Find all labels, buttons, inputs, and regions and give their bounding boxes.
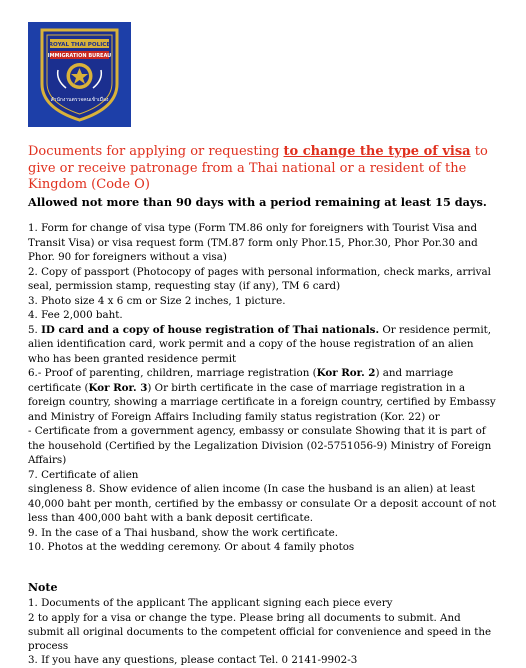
list-item-bold: ID card and a copy of house registration of Thai nationals. bbox=[41, 323, 380, 336]
list-item: 4. Fee 2,000 baht. bbox=[28, 309, 123, 321]
heading-text: Documents for applying or requesting bbox=[28, 144, 284, 159]
heading-highlight: to change the type of visa bbox=[283, 144, 471, 159]
note-section bbox=[28, 581, 498, 668]
list-item: 2. Copy of passport (Photocopy of pages with personal information, check marks, arrival seal, permission stamp, requesting stay (if any), TM 6 card) bbox=[28, 265, 491, 292]
immigration-bureau-logo bbox=[28, 22, 131, 127]
list-item bbox=[28, 366, 498, 424]
list-item: singleness 8. Show evidence of alien income (In case the husband is an alien) at least 40,000 baht per month, certified by the embassy or consulate Or a deposit account of not less than 400,000 baht with a bank deposit certificate. bbox=[28, 483, 497, 524]
note-title: Note bbox=[28, 581, 58, 594]
list-item: 7. Certificate of alien bbox=[28, 468, 139, 481]
list-item: 9. In the case of a Thai husband, show the work certificate. bbox=[28, 526, 338, 539]
list-item-text: 6.- Proof of parenting, children, marriage registration ( bbox=[28, 367, 317, 379]
police-badge-icon bbox=[28, 22, 131, 127]
document-heading bbox=[28, 144, 498, 194]
svg-text:ROYAL THAI POLICE: ROYAL THAI POLICE bbox=[48, 42, 111, 48]
allowed-stay-note: Allowed not more than 90 days with a period remaining at least 15 days. bbox=[28, 195, 487, 209]
note-item: 1. Documents of the applicant The applicant signing each piece every bbox=[28, 597, 393, 610]
requirements-list bbox=[28, 221, 498, 555]
list-item: 10. Photos at the wedding ceremony. Or about 4 family photos bbox=[28, 541, 355, 553]
list-item-text: ) and marriage certificate ( bbox=[28, 367, 454, 394]
note-item: 2 to apply for a visa or change the type. Please bring all documents to submit. And submit all original documents to the competent official for convenience and speed in the process bbox=[28, 611, 492, 653]
list-item bbox=[28, 323, 498, 367]
list-item: 3. Photo size 4 x 6 cm or Size 2 inches, 1 picture. bbox=[28, 294, 286, 307]
list-item-text: ) Or birth certificate in the case of marriage registration in a foreign country, showing a marriage certificate in a foreign country, certified by Embassy and Ministry of Foreign Affairs Including family status registration (Kor. 22) or bbox=[28, 381, 496, 423]
list-item: 1. Form for change of visa type (Form TM.86 only for foreigners with Tourist Visa and Transit Visa) or visa request form (TM.87 form only Phor.15, Phor.30, Phor Por.30 and Phor. 90 for foreigners without a visa) bbox=[28, 222, 478, 263]
list-item-number: 5. bbox=[28, 323, 42, 336]
note-item: 3. If you have any questions, please contact Tel. 0 2141-9902-3 bbox=[28, 654, 358, 667]
list-item-bold: Kor Ror. 3 bbox=[88, 381, 148, 394]
heading-text-rest: to give or receive patronage from a Thai national or a resident of the Kingdom (Code O) bbox=[28, 144, 488, 192]
svg-text:IMMIGRATION BUREAU: IMMIGRATION BUREAU bbox=[47, 53, 112, 59]
list-item: - Certificate from a government agency, embassy or consulate Showing that it is part of the household (Certified by the Legalization Division (02-5751056-9) Ministry of Foreign Affairs) bbox=[28, 425, 492, 466]
svg-text:สำนักงานตรวจคนเข้าเมือง: สำนักงานตรวจคนเข้าเมือง bbox=[50, 97, 109, 103]
list-item-text: Or residence permit, alien identification card, work permit and a copy of the house registration of an alien who has been granted residence permit bbox=[28, 323, 492, 365]
list-item-bold: Kor Ror. 2 bbox=[316, 367, 376, 379]
